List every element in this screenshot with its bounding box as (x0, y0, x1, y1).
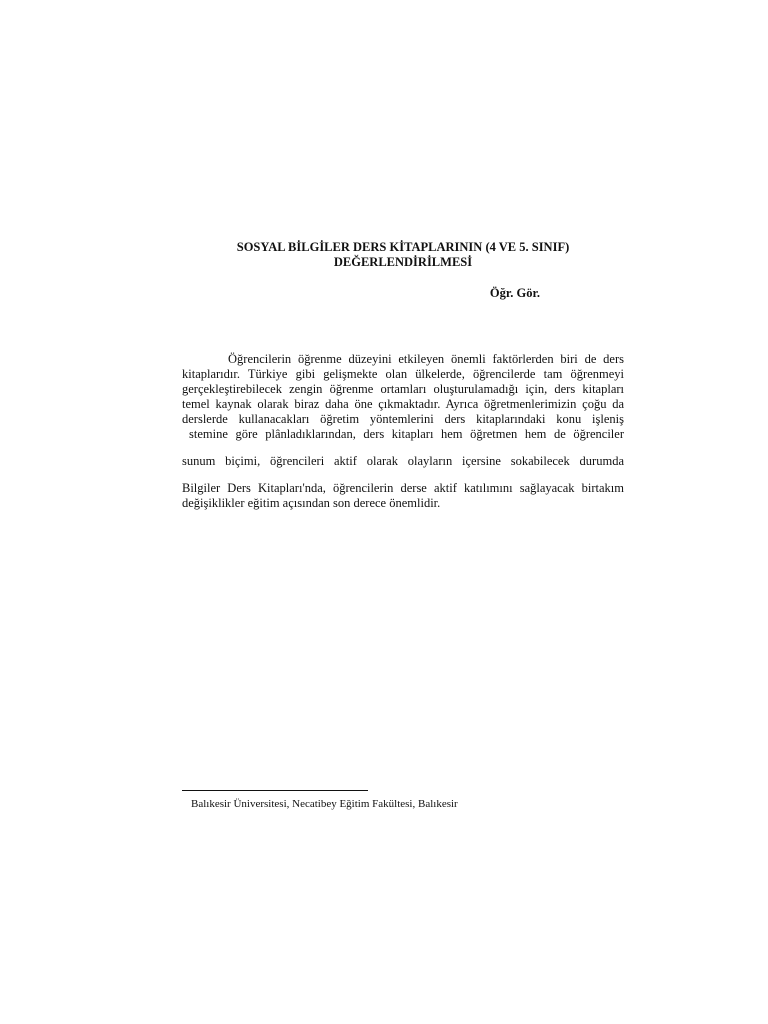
document-title-line-1: SOSYAL BİLGİLER DERS KİTAPLARININ (4 VE 5. SINIF) (236, 240, 570, 254)
author-title: Öğr. Gör. (489, 286, 540, 300)
footnote-divider (182, 790, 368, 791)
document-title-line-2: DEĞERLENDİRİLMESİ (333, 255, 473, 269)
paragraph-line: derslerde kullanacakları öğretim yöntemlerini ders kitaplarındaki konu işleniş (182, 412, 624, 426)
footnote-text: Balıkesir Üniversitesi, Necatibey Eğitim Fakültesi, Balıkesir (191, 798, 458, 810)
paragraph-line: gerçekleştirebilecek zengin öğrenme ortamları oluşturulamadığı için, ders kitapları (182, 382, 624, 396)
paragraph-line: Bilgiler Ders Kitapları'nda, öğrencilerin derse aktif katılımını sağlayacak birtakım (182, 481, 624, 495)
paragraph-line: değişiklikler eğitim açısından son derece önemlidir. (182, 496, 441, 510)
paragraph-line: temel kaynak olarak biraz daha öne çıkmaktadır. Ayrıca öğretmenlerimizin çoğu da (182, 397, 624, 411)
paragraph-line: kitaplarıdır. Türkiye gibi gelişmekte olan ülkelerde, öğrencilerde tam öğrenmeyi (182, 367, 624, 381)
paragraph-line: stemine göre plânladıklarından, ders kitapları hem öğretmen hem de öğrenciler (189, 427, 624, 441)
paragraph-line: sunum biçimi, öğrencileri aktif olarak olayların içersine sokabilecek durumda (182, 454, 624, 468)
paragraph-line: Öğrencilerin öğrenme düzeyini etkileyen önemli faktörlerden biri de ders (228, 352, 624, 366)
